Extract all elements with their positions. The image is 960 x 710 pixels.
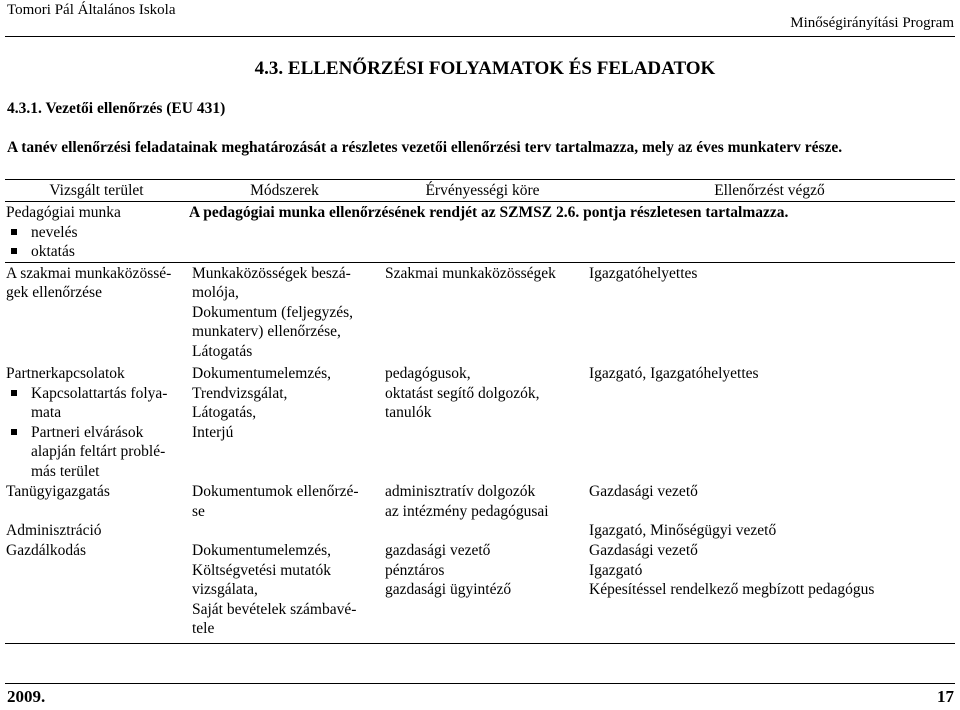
bullet-square-icon [11,248,17,254]
cell-performer-partner: Igazgató, Igazgatóhelyettes [589,365,759,382]
ped-bullets [6,223,188,262]
cell-area-tanugy: Tanügyigazgatás Adminisztráció [6,483,110,539]
school-name: Tomori Pál Általános Iskola [7,2,176,18]
header-rule [5,36,955,37]
page-number: 17 [937,687,954,706]
cell-performer-szakmai: Igazgatóhelyettes [589,264,698,282]
cell-scope-szakmai: Szakmai munkaközösségek [385,264,556,282]
header-area: Vizsgált terület [49,181,144,199]
footer-rule [5,683,955,684]
bullet-square-icon [11,429,17,435]
cell-scope-partner: pedagógusok, oktatást segítő dolgozók, tanulók [385,365,540,421]
cell-methods-gazd: Dokumentumelemzés, Költségvetési mutatók vizsgálata, Saját bevételek számbavé- tele [192,542,357,637]
table-row-gazdalkodas [5,540,955,643]
cell-area-szakmai: A szakmai munkaközössé- gek ellenőrzése [6,264,172,301]
ped-note: A pedagógiai munka ellenőrzésének rendjét az SZMSZ 2.6. pontja részletesen tartalmazza. [189,204,789,221]
section-title: 4.3. ELLENŐRZÉSI FOLYAMATOK ÉS FELADATOK [254,58,716,79]
cell-performer-gazd: Gazdasági vezető Igazgató Képesítéssel rendelkező megbízott pedagógus [589,542,875,598]
table-row-tanugy [5,481,955,540]
cell-scope-gazd: gazdasági vezető pénztáros gazdasági ügyintéző [385,542,512,598]
cell-performer-tanugy: Gazdasági vezető Igazgató, Minőségügyi vezető [589,483,777,539]
table-header-row [5,180,955,202]
cell-area-gazd: Gazdálkodás [6,542,87,559]
header-performer: Ellenőrzést végző [714,181,825,199]
cell-area-partner: Partnerkapcsolatok Kapcsolattartás folya- mata Partneri elvárások alapján feltárt problé- más terület [5,361,188,481]
table-row-pedagogiai [5,202,955,263]
list-item: Partneri elvárások alapján feltárt problé- más terület [6,423,188,482]
inspection-table [5,179,955,644]
footer-year: 2009. [7,687,46,706]
list-item: Kapcsolattartás folya- mata [6,384,188,423]
header-methods: Módszerek [250,181,319,199]
cell-methods-szakmai: Munkaközösségek beszá- molója, Dokumentum (feljegyzés, munkaterv) ellenőrzése, Látogatás [192,264,353,360]
cell-methods-partner: Dokumentumelemzés, Trendvizsgálat, Látogatás, Interjú [192,365,332,441]
intro-paragraph: A tanév ellenőrzési feladatainak meghatározását a részletes vezetői ellenőrzési terv tartalmazza, mely az éves munkaterv része. [7,139,843,156]
header-scope: Érvényességi köre [425,181,540,199]
table-row-szakmai [5,262,955,361]
bullet-square-icon [11,390,17,396]
program-name: Minőségirányítási Program [790,15,954,31]
cell-methods-tanugy: Dokumentumok ellenőrzé- se [192,483,359,520]
list-item: oktatás [6,242,188,262]
list-item: nevelés [6,223,188,243]
table-row-partner [5,361,955,481]
bullet-square-icon [11,229,17,235]
subsection-title: 4.3.1. Vezetői ellenőrzés (EU 431) [7,100,226,117]
cell-area-ped [5,202,188,263]
ped-area: Pedagógiai munka [6,204,121,221]
cell-scope-tanugy: adminisztratív dolgozók az intézmény pedagógusai [385,483,549,520]
